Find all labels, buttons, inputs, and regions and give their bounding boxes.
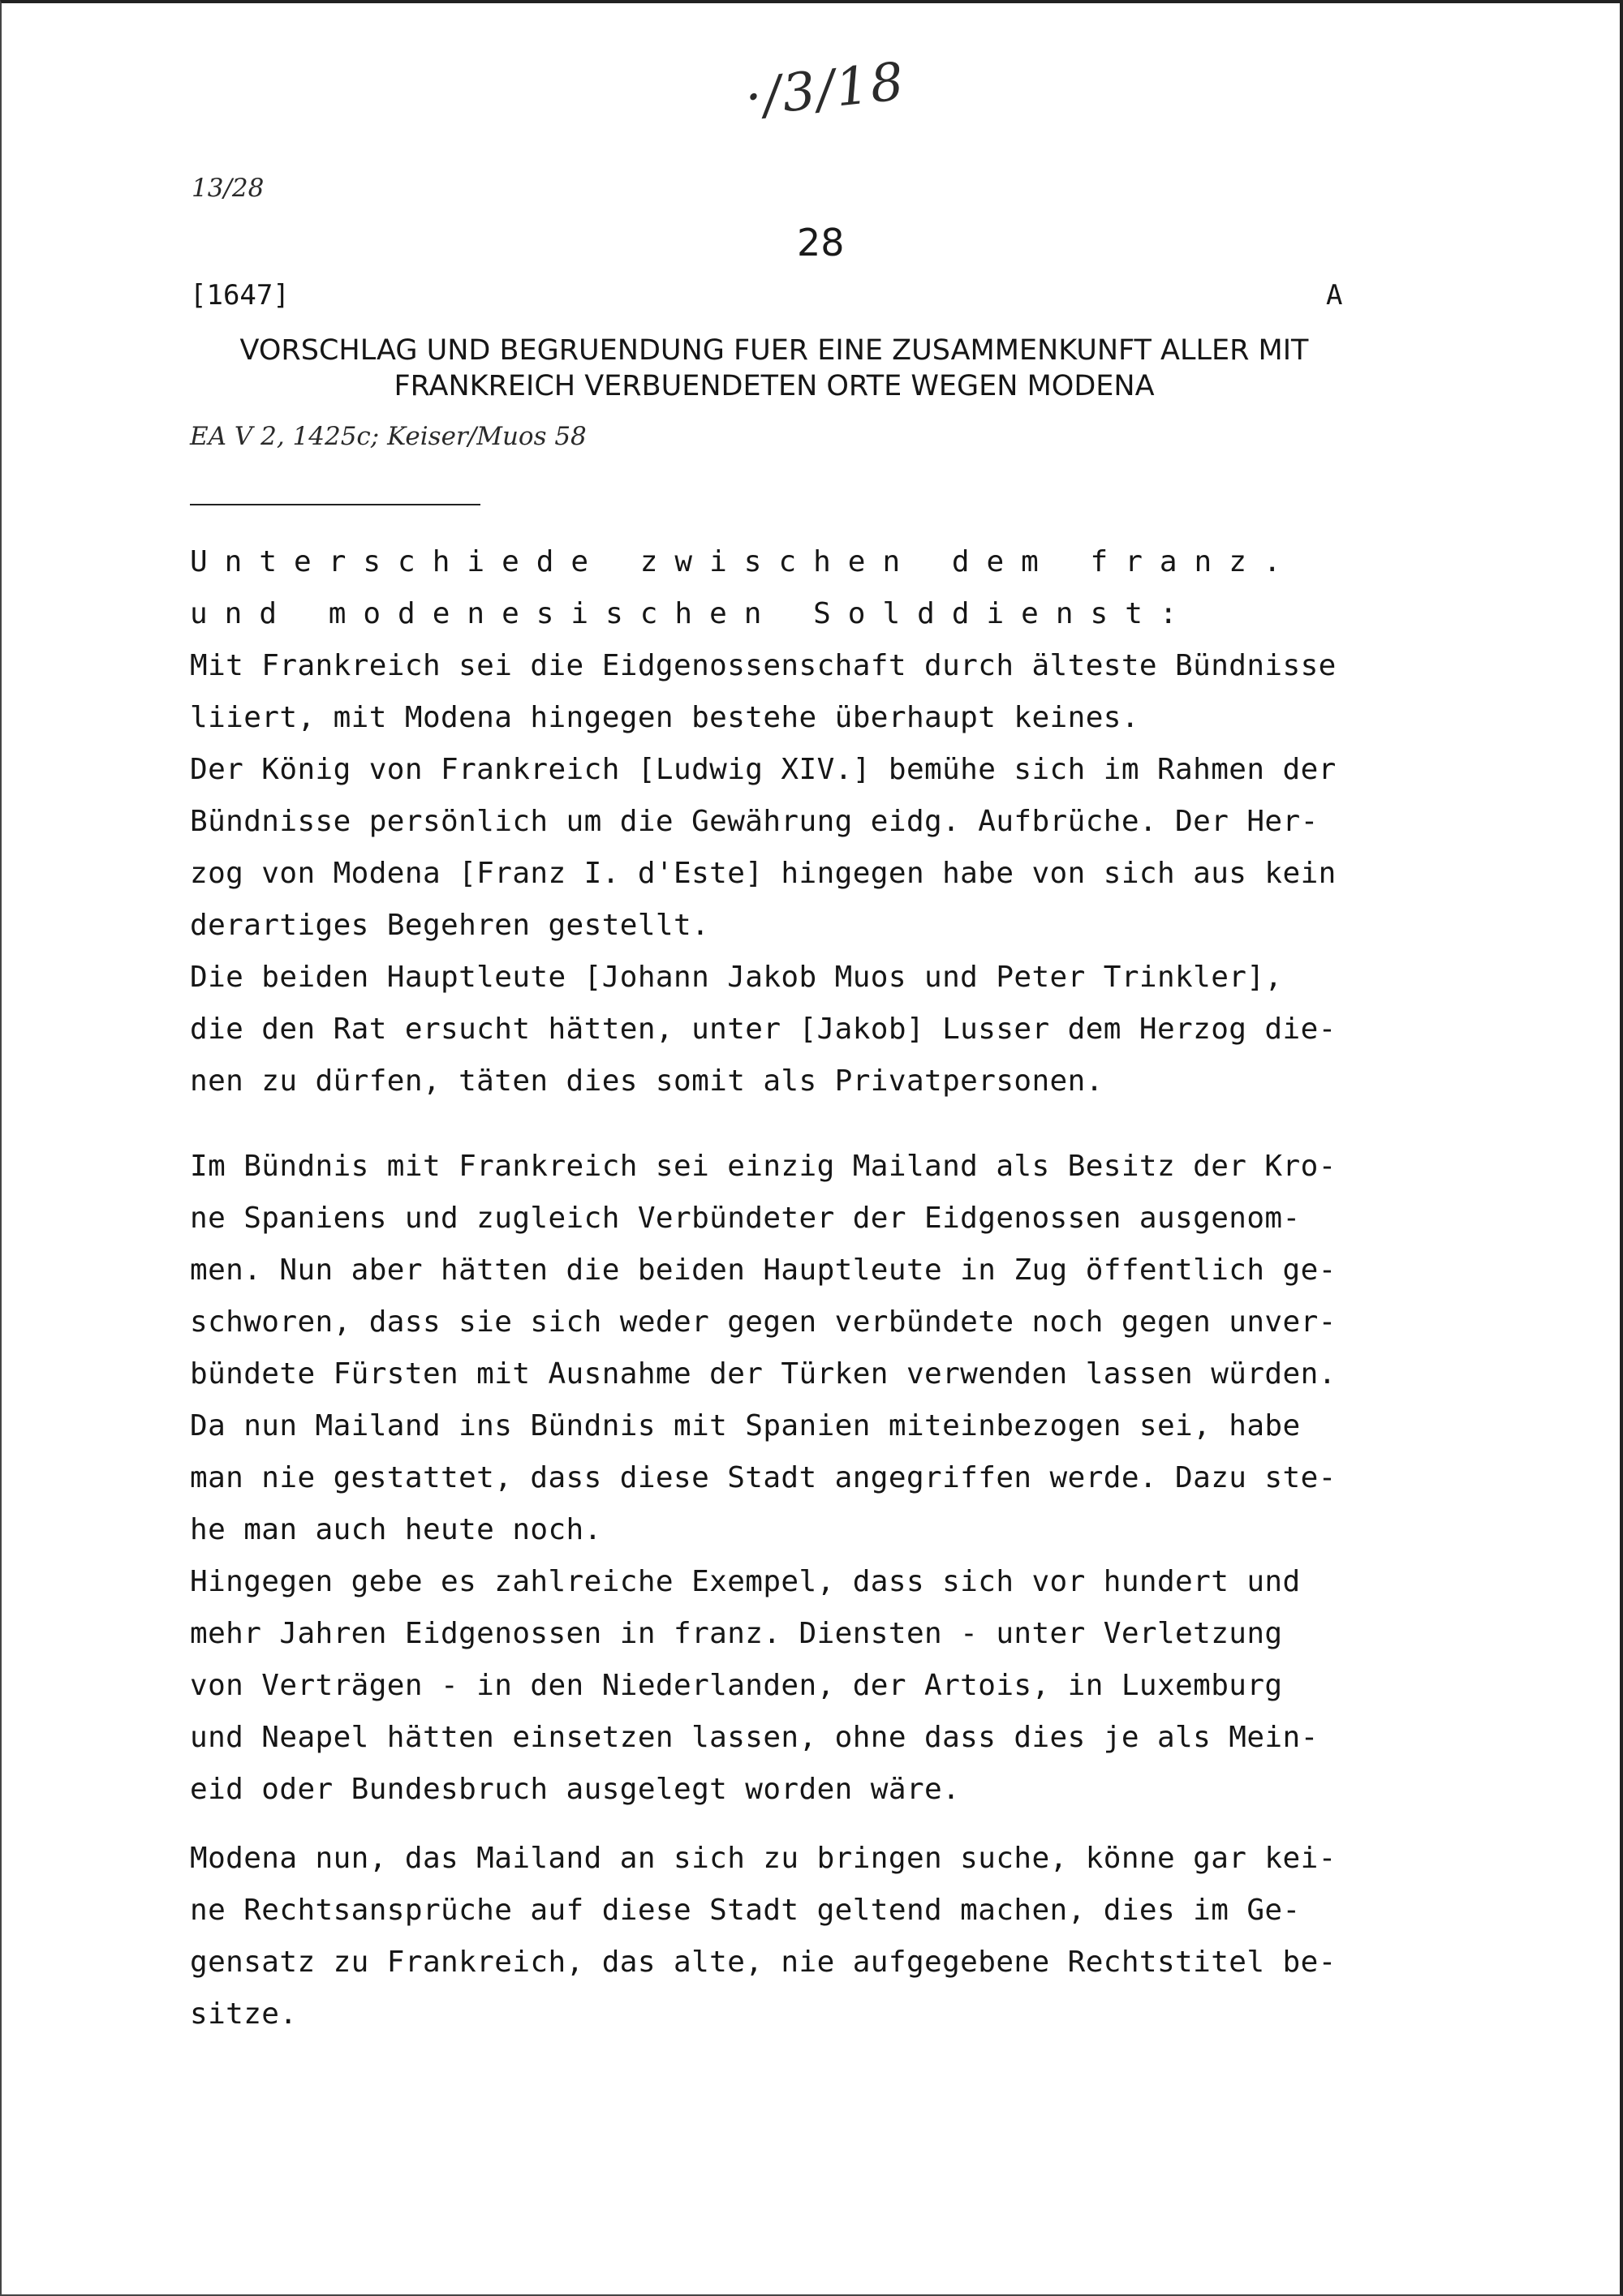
document-date: [1647]	[190, 279, 290, 312]
body-line: Hingegen gebe es zahlreiche Exempel, dass sich vor hundert und	[190, 1565, 1301, 1598]
body-line: man nie gestattet, dass diese Stadt angegriffen werde. Dazu ste-	[190, 1461, 1337, 1494]
body-line: bündete Fürsten mit Ausnahme der Türken verwenden lassen würden.	[190, 1357, 1337, 1391]
body-line: ne Rechtsansprüche auf diese Stadt geltend machen, dies im Ge-	[190, 1894, 1301, 1927]
document-number: 28	[797, 221, 845, 264]
body-line: he man auch heute noch.	[190, 1513, 602, 1546]
body-line: Mit Frankreich sei die Eidgenossenschaft durch älteste Bündnisse	[190, 649, 1337, 682]
handwritten-archive-number: ·/3/18	[742, 51, 908, 129]
body-line: derartiges Begehren gestellt.	[190, 909, 710, 942]
separator-rule	[190, 504, 480, 505]
heading-line-1: Unterschiede zwischen dem franz.	[190, 545, 1298, 578]
body-line: men. Nun aber hätten die beiden Hauptleute in Zug öffentlich ge-	[190, 1253, 1337, 1287]
body-line: nen zu dürfen, täten dies somit als Privatpersonen.	[190, 1064, 1104, 1098]
body-line: zog von Modena [Franz I. d'Este] hingegen habe von sich aus kein	[190, 857, 1337, 890]
body-line: von Verträgen - in den Niederlanden, der Artois, in Luxemburg	[190, 1669, 1283, 1702]
archive-reference: 13/28	[192, 174, 265, 203]
body-line: eid oder Bundesbruch ausgelegt worden wäre.	[190, 1773, 961, 1806]
body-line: mehr Jahren Eidgenossen in franz. Diensten - unter Verletzung	[190, 1617, 1283, 1650]
classification-letter: A	[1326, 279, 1343, 312]
title-line-1: VORSCHLAG UND BEGRUENDUNG FUER EINE ZUSAMMENKUNFT ALLER MIT	[239, 334, 1309, 367]
heading-line-2: und modenesischen Solddienst:	[190, 597, 1195, 630]
body-line: Da nun Mailand ins Bündnis mit Spanien miteinbezogen sei, habe	[190, 1409, 1301, 1443]
body-line: Bündnisse persönlich um die Gewährung eidg. Aufbrüche. Der Her-	[190, 805, 1319, 838]
body-line: gensatz zu Frankreich, das alte, nie aufgegebene Rechtstitel be-	[190, 1946, 1337, 1979]
body-line: Modena nun, das Mailand an sich zu bringen suche, könne gar kei-	[190, 1842, 1337, 1875]
body-line: schworen, dass sie sich weder gegen verbündete noch gegen unver-	[190, 1305, 1337, 1339]
body-line: ne Spaniens und zugleich Verbündeter der Eidgenossen ausgenom-	[190, 1202, 1301, 1235]
title-line-2: FRANKREICH VERBUENDETEN ORTE WEGEN MODENA	[394, 370, 1155, 402]
document-title	[190, 333, 1358, 404]
body-line: und Neapel hätten einsetzen lassen, ohne dass dies je als Mein-	[190, 1721, 1319, 1754]
body-line: Die beiden Hauptleute [Johann Jakob Muos und Peter Trinkler],	[190, 961, 1283, 994]
body-line: liiert, mit Modena hingegen bestehe überhaupt keines.	[190, 701, 1139, 734]
body-line: Im Bündnis mit Frankreich sei einzig Mailand als Besitz der Kro-	[190, 1150, 1337, 1183]
body-line: sitze.	[190, 1997, 298, 2031]
source-citation: EA V 2, 1425c; Keiser/Muos 58	[190, 422, 587, 451]
body-line: die den Rat ersucht hätten, unter [Jakob] Lusser dem Herzog die-	[190, 1013, 1337, 1046]
body-line: Der König von Frankreich [Ludwig XIV.] bemühe sich im Rahmen der	[190, 753, 1337, 786]
